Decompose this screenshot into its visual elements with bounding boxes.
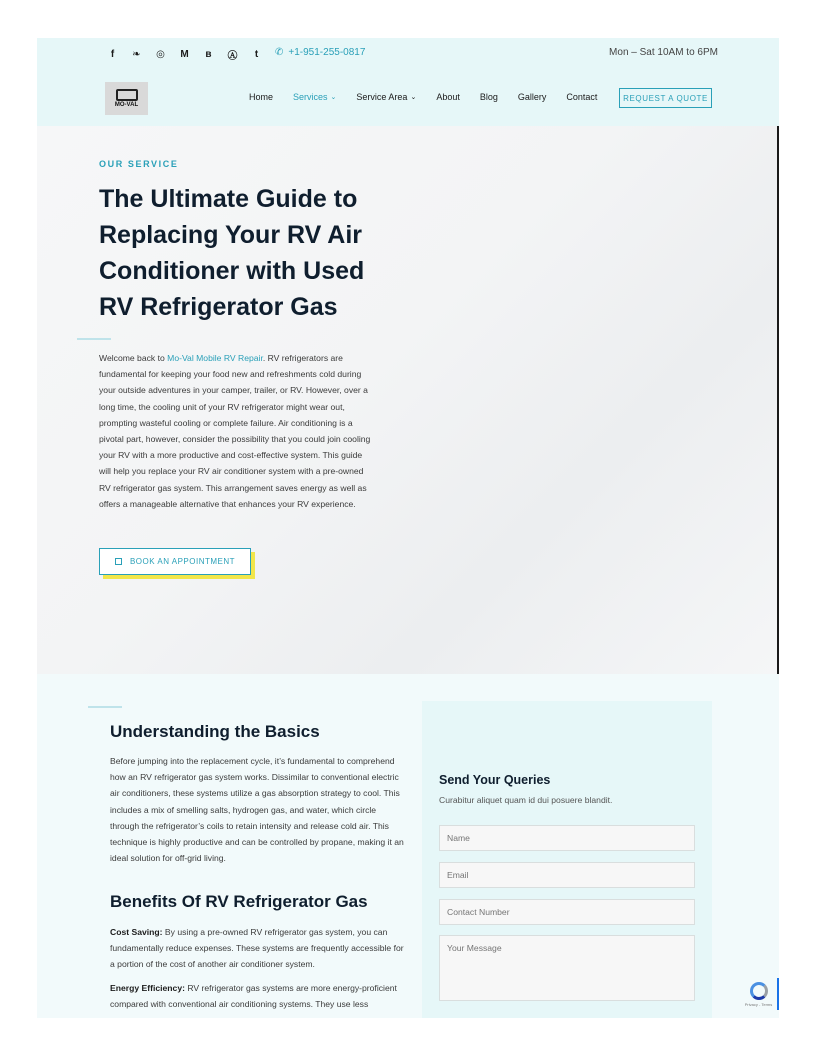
benefit-item [110,924,408,973]
nav-label: Contact [566,92,598,102]
social-links [105,47,264,62]
benefit-label: Cost Saving: [110,927,163,937]
nav-label: Blog [479,92,498,102]
basics-paragraph: Before jumping into the replacement cycle, it’s fundamental to comprehend how an RV refrigerator gas system works. Dissimilar to conventional electric air conditioners, these systems utilize a gas absorption strategy to cool. This includes a mix of smelling salts, hydrogen gas, and water, which circle through the refrigerator’s coils to retain intensity and release cold air. This technique is highly productive and can be controlled by propane, making it an ideal solution for off-grid living. [110,756,404,864]
chevron-down-icon: ⌄ [410,94,417,101]
benefit-text: RV refrigerator gas systems are more energy-proficient compared with conventional air conditioning systems. They use less [110,983,397,1010]
nav-item-services[interactable] [293,92,336,102]
threads-icon[interactable]: Ⓐ [227,51,238,62]
nav-label: Home [249,92,274,102]
book-appointment-button[interactable] [99,548,251,575]
hero-right-edge [777,126,779,674]
recaptcha-badge[interactable] [740,978,779,1010]
page-frame [37,38,779,1018]
form-title: Send Your Queries [439,773,551,787]
intro-body: . RV refrigerators are fundamental for keeping your food new and refreshments cold during your outside adventures in your camper, trailer, or RV. However, over a long time, the cooling unit of your RV refrigerator might wear out, prompting wasteful cooling or complete failure. Air conditioning is a pivotal part, however, consider the possibility that you could join cooling your RV with a more productive and cost-effective system. This guide will help you replace your RV air conditioner system with a pre-owned RV refrigerator gas system. This arrangement saves energy as well as offers a manageable alternative that enhances your RV experience. [99,353,371,509]
medium-icon[interactable]: M [180,49,189,60]
nav-label: Service Area [356,92,408,102]
page-title: The Ultimate Guide to Replacing Your RV Air Conditioner with Used RV Refrigerator Gas [99,185,365,321]
main-navbar [37,70,779,126]
intro-prefix: Welcome back to [99,353,168,363]
hero-section [37,126,779,674]
phone-link[interactable] [275,47,365,58]
section-divider [88,706,122,708]
benefit-label: Energy Efficiency: [110,983,185,993]
nav-item-contact[interactable] [566,92,597,102]
form-subtitle: Curabitur aliquet quam id dui posuere blandit. [439,795,613,805]
nav-item-blog[interactable] [480,92,498,102]
content-section [37,674,779,1018]
nav-item-service-area[interactable] [356,92,416,102]
main-menu [249,92,617,102]
logo-text: MO-VAL [114,101,139,108]
benefit-text: By using a pre-owned RV refrigerator gas system, you can fundamentally reduce expenses. These systems are frequently accessible for a portion of the cost of another air conditioner system. [110,927,404,970]
facebook-icon[interactable]: f [110,49,115,60]
phone-icon: ✆ [275,47,284,58]
hero-intro [99,350,374,512]
message-field[interactable] [439,935,695,1001]
hero-eyebrow: OUR SERVICE [99,159,179,169]
phone-number: +1-951-255-0817 [288,47,366,58]
recaptcha-terms[interactable]: Privacy - Terms [744,1001,773,1007]
request-quote-button[interactable]: REQUEST A QUOTE [619,88,712,108]
contact-number-field[interactable] [439,899,695,925]
hero-heading-block [99,159,379,325]
business-hours: Mon – Sat 10AM to 6PM [609,47,718,58]
truck-icon [116,89,138,101]
site-logo[interactable] [105,82,148,115]
behance-icon[interactable]: в [205,49,212,60]
chevron-down-icon: ⌄ [330,94,337,101]
top-bar [37,38,779,70]
book-appointment-label: BOOK AN APPOINTMENT [129,557,236,566]
company-link[interactable]: Mo-Val Mobile RV Repair [167,353,263,363]
calendar-icon [115,558,122,565]
nav-label: Gallery [517,92,547,102]
instagram-icon[interactable]: ◎ [156,49,165,60]
benefit-item [110,980,408,1012]
twitter-icon[interactable]: ❧ [132,49,141,60]
nav-item-home[interactable] [249,92,273,102]
hero-divider [77,338,111,340]
benefits-heading: Benefits Of RV Refrigerator Gas [110,892,368,911]
nav-label: About [436,92,460,102]
tumblr-icon[interactable]: t [254,49,259,60]
query-form [422,701,712,1018]
email-field[interactable] [439,862,695,888]
nav-item-about[interactable] [436,92,460,102]
name-field[interactable] [439,825,695,851]
recaptcha-icon [750,982,768,1000]
basics-heading: Understanding the Basics [110,722,320,741]
nav-item-gallery[interactable] [518,92,547,102]
nav-label: Services [293,92,328,102]
